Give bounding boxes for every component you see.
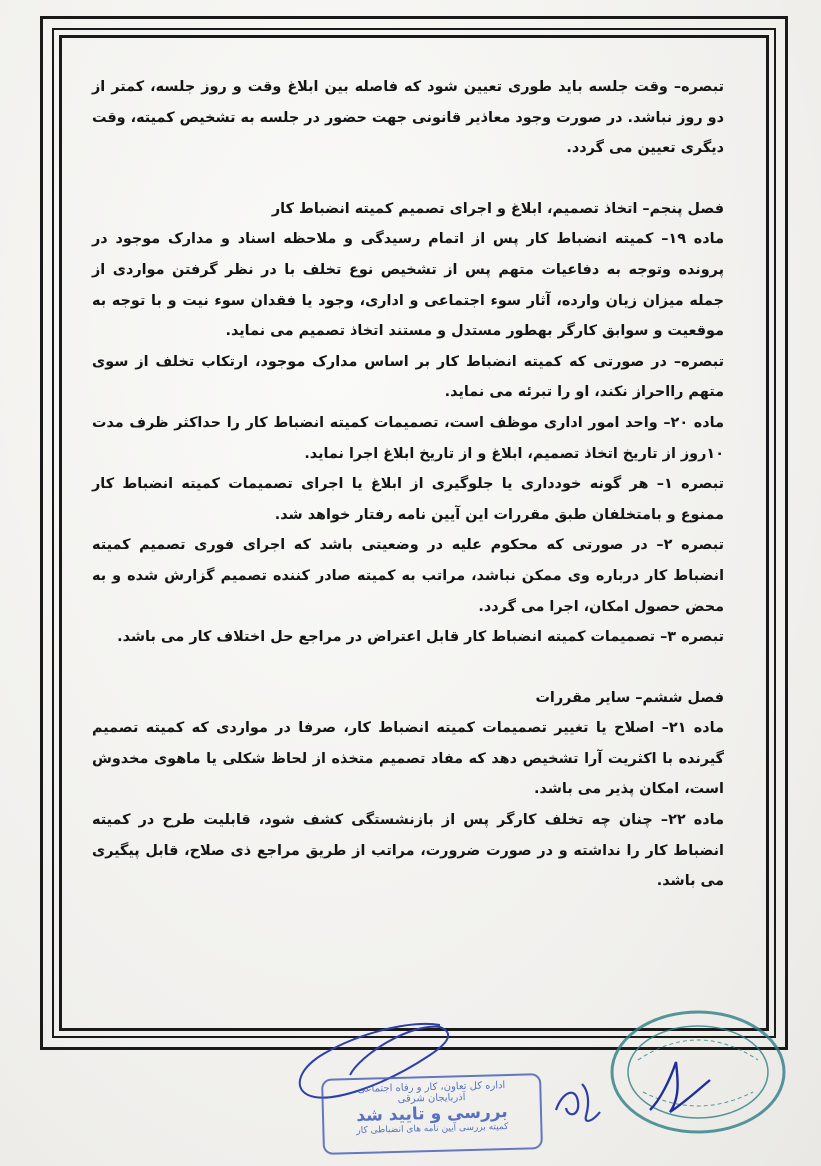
paragraph-note-3: تبصره ۳– تصمیمات کمیته انضباط کار قابل اعتراض در مراجع حل اختلاف کار می باشد. <box>117 629 724 646</box>
signature-right <box>640 1050 720 1130</box>
paragraph-article-22: ماده ۲۲– چنان چه تخلف کارگر پس از بازنشستگی کشف شود، قابلیت طرح در کمیته انضباط کار را نداشته و در صورت ضرورت، مراتب از طریق مراجع ذی صلاح، قابل پیگیری می باشد. <box>92 812 724 890</box>
stamp-line-approved: بررسی و تایید شد <box>356 1102 508 1126</box>
stamp-line-province: آذربایجان شرقی <box>397 1092 466 1105</box>
section-heading-chapter-5: فصل پنجم– اتخاذ تصمیم، ابلاغ و اجرای تصمیم کمیته انضباط کار <box>271 200 724 217</box>
stamp-line-office: اداره کل تعاون، کار و رفاه اجتماعی <box>357 1080 506 1095</box>
paragraph-note-session-time: تبصره– وقت جلسه باید طوری تعیین شود که فاصله بین ابلاغ وقت و روز جلسه، کمتر از دو روز نباشد. در صورت وجود معاذیر قانونی جهت حضور در جلسه به تشخیص کمیته، وقت دیگری تعیین می گردد. <box>92 79 724 157</box>
section-gap <box>92 164 724 194</box>
paragraph-note-2: تبصره ۲– در صورتی که محکوم علیه در وضعیتی باشد که اجرای فوری تصمیم کمیته انضباط کار درباره وی ممکن نباشد، مراتب به کمیته صادر کننده تصمیم گزارش شده و به محض حصول امکان، اجرا می گردد. <box>92 537 724 615</box>
section-heading-chapter-6: فصل ششم– سایر مقررات <box>535 689 724 706</box>
section-gap <box>92 653 724 683</box>
stamp-line-committee: کمیته بررسی آیین نامه های انضباطی کار <box>356 1122 509 1136</box>
paragraph-article-21: ماده ۲۱– اصلاح یا تغییر تصمیمات کمیته انضباط کار، صرفا در مواردی که کمیته تصمیم گیرنده با اکثریت آرا تشخیص دهد که مفاد تصمیم متخذه از لحاظ شکلی یا ماهوی مخدوش است، امکان پذیر می باشد. <box>92 720 724 798</box>
document-body <box>92 72 724 897</box>
approval-stamp <box>321 1073 543 1155</box>
paragraph-note-acquittal: تبصره– در صورتی که کمیته انضباط کار بر اساس مدارک موجود، ارتکاب تخلف از سوی متهم رااحراز نکند، او را تبرئه می نماید. <box>92 353 724 401</box>
paragraph-article-20: ماده ۲۰– واحد امور اداری موظف است، تصمیمات کمیته انضباط کار را حداکثر ظرف مدت ۱۰روز از تاریخ اتخاذ تصمیم، ابلاغ و از تاریخ ابلاغ اجرا نماید. <box>92 414 724 462</box>
paragraph-article-19: ماده ۱۹– کمیته انضباط کار پس از اتمام رسیدگی و ملاحظه اسناد و مدارک موجود در پرونده وتوجه به دفاعیات متهم پس از تشخیص نوع تخلف با در نظر گرفتن مواردی از جمله میزان زیان وارده، آثار سوء اجتماعی و اداری، وجود یا فقدان سوء نیت و با توجه به موقعیت و سوابق کارگر بهطور مستدل و مستند اتخاذ تصمیم می نماید. <box>92 231 724 340</box>
paragraph-note-1: تبصره ۱– هر گونه خودداری یا جلوگیری از ابلاغ یا اجرای تصمیمات کمیته انضباط کار ممنوع و بامتخلفان طبق مقررات این آیین نامه رفتار خواهد شد. <box>92 476 724 523</box>
